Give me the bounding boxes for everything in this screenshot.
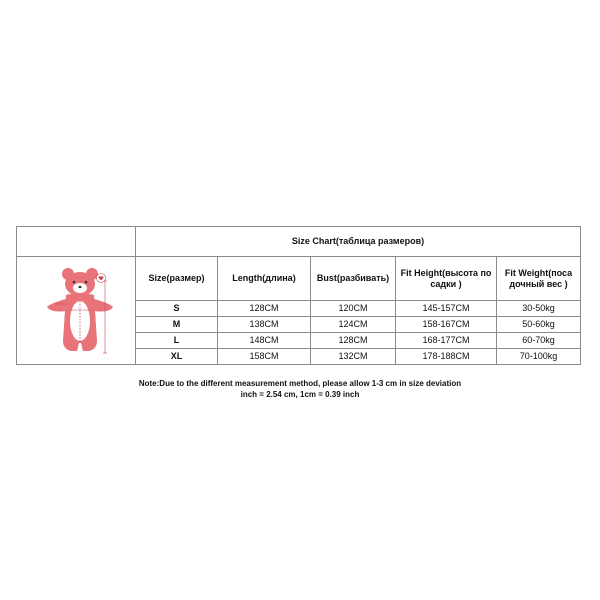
cell-fit-height: 158-167CM: [396, 317, 497, 333]
header-length: Length(длина): [218, 257, 311, 301]
cell-length: 158CM: [218, 349, 311, 365]
note-line-1: Note:Due to the different measurement method, please allow 1-3 cm in size deviation: [138, 379, 462, 388]
right-arm-icon: [94, 299, 113, 312]
bear-onesie-icon: [21, 261, 131, 361]
cell-fit-height: 168-177CM: [396, 333, 497, 349]
left-arm-icon: [47, 299, 66, 312]
cell-size: M: [136, 317, 218, 333]
cell-bust: 124CM: [311, 317, 396, 333]
cell-size: S: [136, 301, 218, 317]
empty-corner-cell: [17, 227, 136, 257]
garment-illustration: [17, 257, 136, 365]
header-bust: Bust(разбивать): [311, 257, 396, 301]
cell-bust: 128CM: [311, 333, 396, 349]
cell-length: 148CM: [218, 333, 311, 349]
measurement-note: [0, 378, 600, 400]
note-line-2: inch = 2.54 cm, 1cm = 0.39 inch: [240, 390, 360, 399]
cell-fit-weight: 70-100kg: [497, 349, 581, 365]
table-title: Size Chart(таблица размеров): [136, 227, 581, 257]
cell-fit-height: 178-188CM: [396, 349, 497, 365]
cell-fit-height: 145-157CM: [396, 301, 497, 317]
size-chart-table: [16, 226, 581, 365]
cell-size: XL: [136, 349, 218, 365]
cell-bust: 132CM: [311, 349, 396, 365]
cell-bust: 120CM: [311, 301, 396, 317]
cell-fit-weight: 60-70kg: [497, 333, 581, 349]
cell-size: L: [136, 333, 218, 349]
cell-fit-weight: 50-60kg: [497, 317, 581, 333]
cell-fit-weight: 30-50kg: [497, 301, 581, 317]
cell-length: 128CM: [218, 301, 311, 317]
header-size: Size(размер): [136, 257, 218, 301]
header-fit-weight: Fit Weight(поса дочный вес ): [497, 257, 581, 301]
header-fit-height: Fit Height(высота по садки ): [396, 257, 497, 301]
cell-length: 138CM: [218, 317, 311, 333]
